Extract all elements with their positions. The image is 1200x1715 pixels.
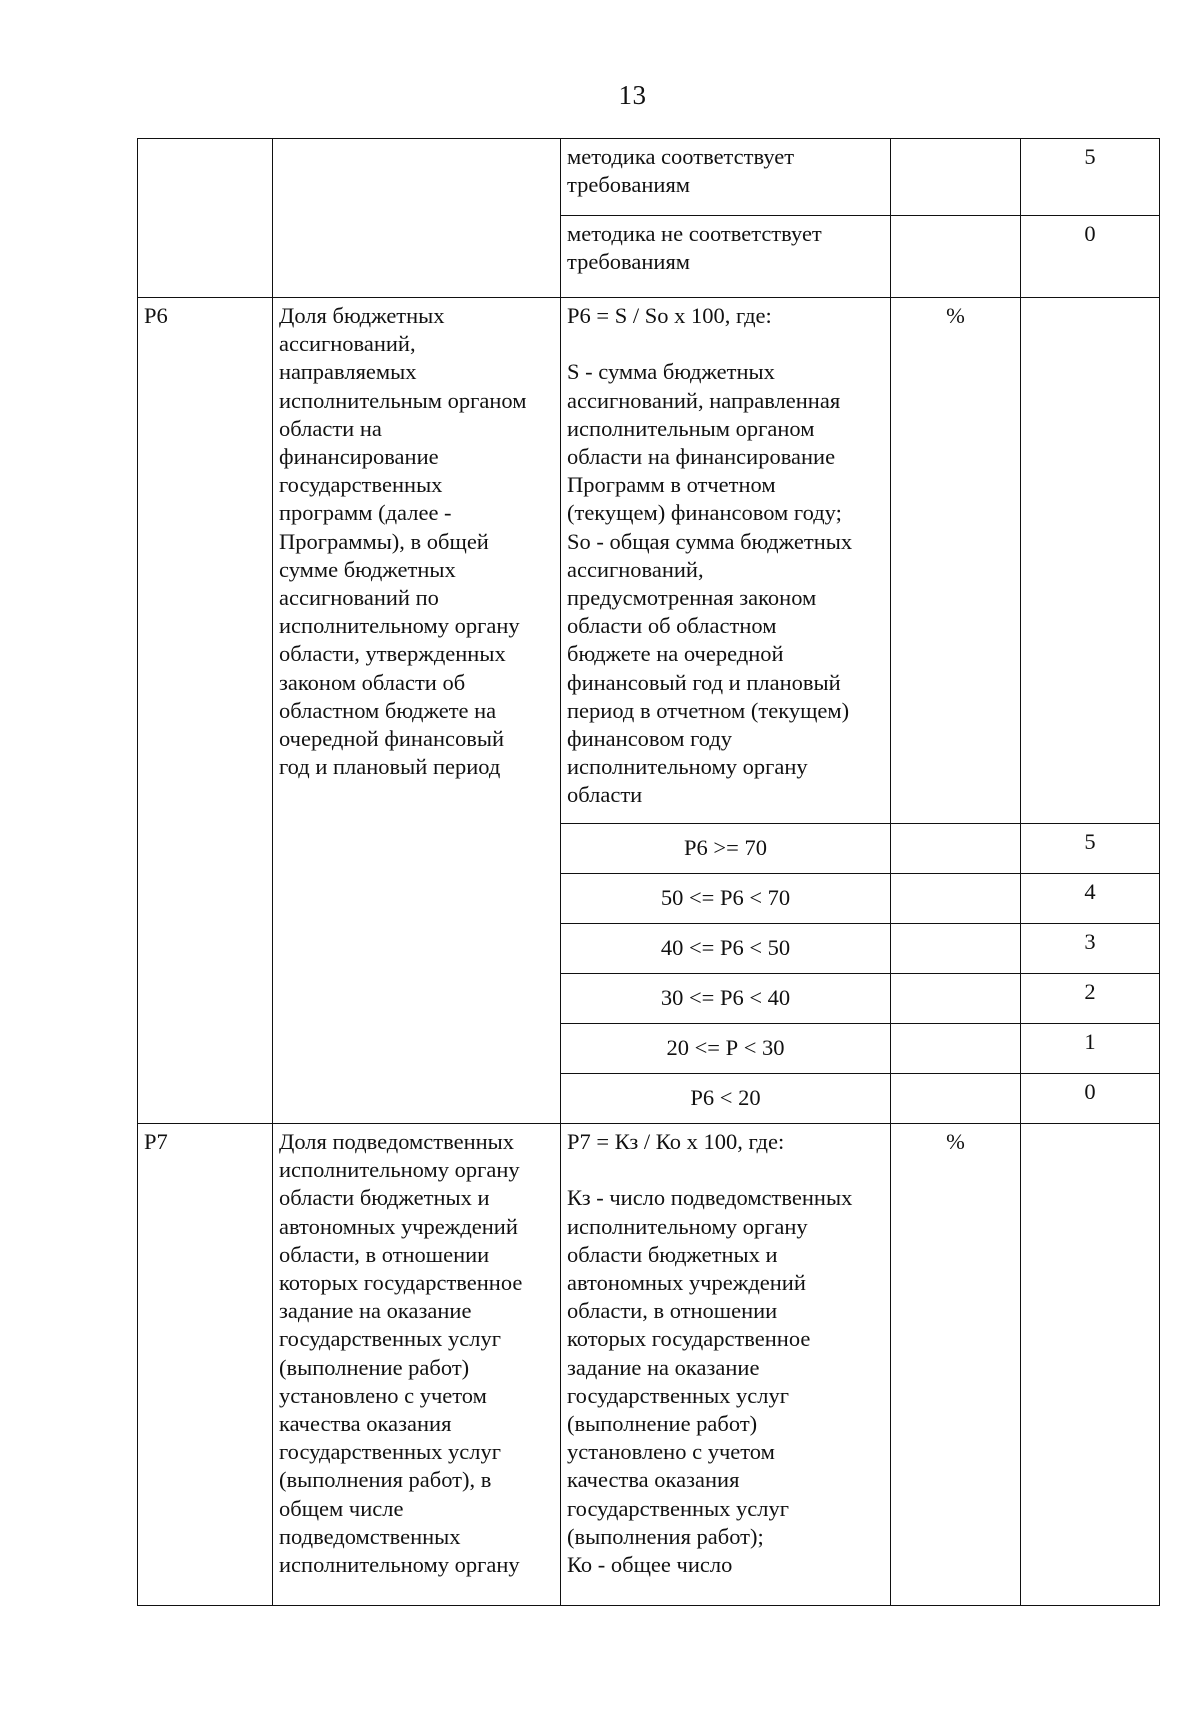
scale-criterion: Р6 >= 70 [561,824,891,874]
scale-unit [891,874,1021,924]
scale-unit [891,824,1021,874]
code-cell [138,139,273,298]
page-number: 13 [618,80,647,110]
indicator-code: Р6 [138,298,273,1124]
indicator-unit: % [891,298,1021,824]
table-row [138,1124,1160,1606]
scale-score: 5 [1021,824,1160,874]
indicator-formula: Р7 = Кз / Ко x 100, где: Кз - число подведомственных исполнительному органу области бюджетных и автономных учреждений области, в отношении которых государственное задание на оказание государственных услуг (выполнение работ) установлено с учетом качества оказания государственных услуг (выполнения работ); Ко - общее число [561,1124,891,1606]
table-row [138,298,1160,824]
indicators-table [137,138,1160,1606]
scale-score: 2 [1021,974,1160,1024]
criterion-cell: методика соответствует требованиям [561,139,891,216]
scale-unit [891,1074,1021,1124]
unit-cell [891,139,1021,216]
indicator-formula: Р6 = S / So x 100, где: S - сумма бюджетных ассигнований, направленная исполнительным органом области на финансирование Программ в отчетном (текущем) финансовом году; So - общая сумма бюджетных ассигнований, предусмотренная законом области об областном бюджете на очередной финансовый год и плановый период в отчетном (текущем) финансовом году исполнительному органу области [561,298,891,824]
score-cell: 5 [1021,139,1160,216]
scale-score: 4 [1021,874,1160,924]
scale-score: 3 [1021,924,1160,974]
indicator-score [1021,1124,1160,1606]
indicator-unit: % [891,1124,1021,1606]
criterion-cell: методика не соответствует требованиям [561,216,891,298]
scale-criterion: 30 <= Р6 < 40 [561,974,891,1024]
scale-score: 1 [1021,1024,1160,1074]
table-row [138,139,1160,216]
indicator-score [1021,298,1160,824]
scale-criterion: 50 <= Р6 < 70 [561,874,891,924]
indicator-description: Доля подведомственных исполнительному органу области бюджетных и автономных учреждений области, в отношении которых государственное задание на оказание государственных услуг (выполнение работ) установлено с учетом качества оказания государственных услуг (выполнения работ), в общем числе подведомственных исполнительному органу [273,1124,561,1606]
scale-criterion: Р6 < 20 [561,1074,891,1124]
scale-criterion: 20 <= Р < 30 [561,1024,891,1074]
indicator-code: Р7 [138,1124,273,1606]
scale-unit [891,974,1021,1024]
indicator-description: Доля бюджетных ассигнований, направляемых исполнительным органом области на финансирование государственных программ (далее - Программы), в общей сумме бюджетных ассигнований по исполнительному органу области, утвержденных законом области об областном бюджете на очередной финансовый год и плановый период [273,298,561,1124]
scale-unit [891,1024,1021,1074]
unit-cell [891,216,1021,298]
scale-criterion: 40 <= Р6 < 50 [561,924,891,974]
score-cell: 0 [1021,216,1160,298]
scale-score: 0 [1021,1074,1160,1124]
scale-unit [891,924,1021,974]
description-cell [273,139,561,298]
